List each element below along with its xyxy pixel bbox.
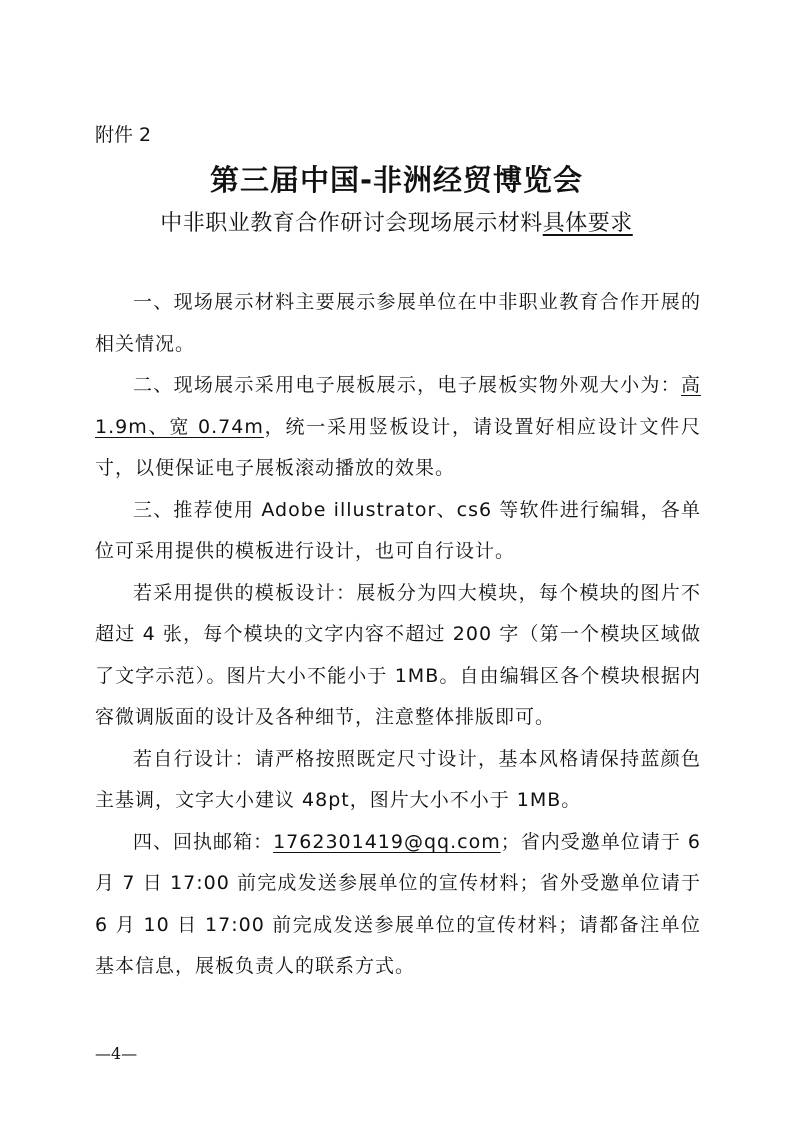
paragraph-text: 若采用提供的模板设计：展板分为四大模块，每个模块的图片不超过 4 张，每个模块的文字内容不超过 200 字（第一个模块区域做了文字示范）。图片大小不能小于 1MB。自由编辑区各个模块根据内容微调版面的设计及各种细节，注意整体排版即可。 — [95, 581, 701, 728]
paragraph-text: 二、现场展示采用电子展板展示，电子展板实物外观大小为： — [133, 374, 681, 396]
paragraph-text: 若自行设计：请严格按照既定尺寸设计，基本风格请保持蓝颜色主基调，文字大小建议 48pt，图片大小不小于 1MB。 — [95, 747, 701, 811]
subtitle-main: 中非职业教育合作研讨会现场展示材料 — [160, 211, 543, 236]
paragraph-text: ，统一采用竖板设计，请设置好相应设计文件尺寸，以便保证电子展板滚动播放的效果。 — [95, 415, 701, 479]
paragraph-text: 四、回执邮箱： — [133, 830, 274, 853]
paragraph-2 — [95, 365, 701, 490]
paragraph-1 — [95, 282, 701, 365]
attachment-label: 附件 2 — [95, 124, 152, 146]
paragraph-text: 三、推荐使用 Adobe illustrator、cs6 等软件进行编辑，各单位可采用提供的模板进行设计，也可自行设计。 — [95, 498, 701, 562]
paragraph-text: 一、现场展示材料主要展示参展单位在中非职业教育合作开展的相关情况。 — [95, 291, 701, 355]
paragraph-4 — [95, 573, 701, 739]
board-size-underlined: 高 1.9m、宽 0.74m — [95, 374, 701, 438]
paragraph-3 — [95, 490, 701, 573]
document-title: 第三届中国-非洲经贸博览会 — [209, 163, 584, 197]
email-link[interactable]: 1762301419@qq.com — [273, 830, 501, 853]
document-subtitle — [0, 206, 793, 237]
paragraph-5 — [95, 739, 701, 822]
paragraph-6 — [95, 822, 701, 988]
paragraph-text: ；省内受邀单位请于 6 月 7 日 17:00 前完成发送参展单位的宣传材料；省外受邀单位请于 6 月 10 日 17:00 前完成发送参展单位的宣传材料；请都备注单位基本信息，展板负责人的联系方式。 — [95, 830, 701, 977]
subtitle-underlined: 具体要求 — [542, 211, 633, 236]
document-body — [95, 282, 701, 988]
page-number: —4— — [95, 1044, 138, 1063]
